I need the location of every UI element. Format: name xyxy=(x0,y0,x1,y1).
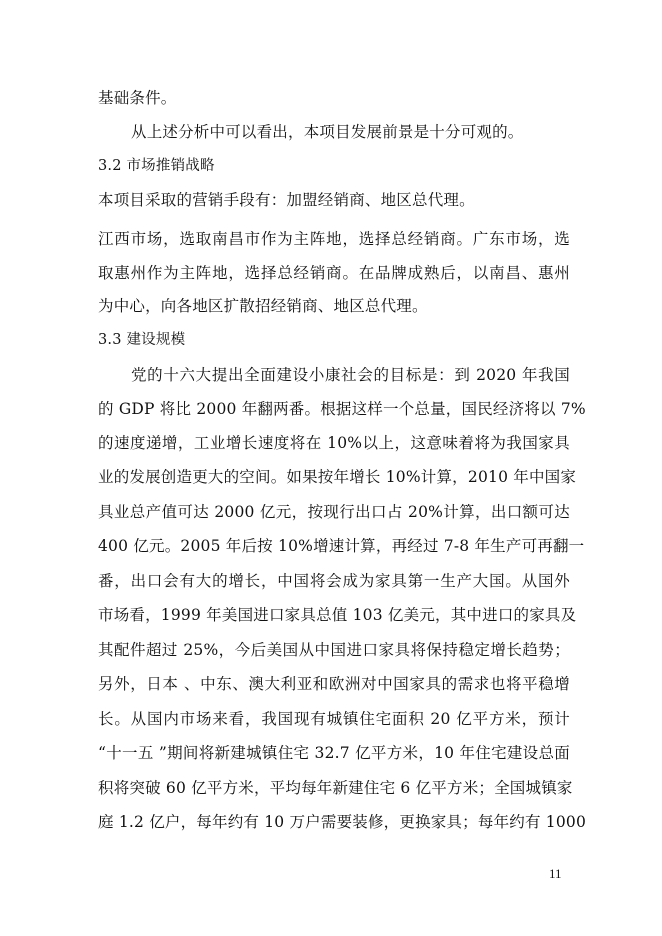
page-number: 11 xyxy=(549,866,562,881)
text-line: 为中心，向各地区扩散招经销商、地区总代理。 xyxy=(98,297,428,315)
text-line: “十一五 ”期间将新建城镇住宅 32.7 亿平方米，10 年住宅建设总面 xyxy=(98,744,570,762)
text-line: 的 GDP 将比 2000 年翻两番。根据这样一个总量，国民经济将以 7% xyxy=(98,400,586,418)
text-line: 庭 1.2 亿户，每年约有 10 万户需要装修，更换家具；每年约有 1000 xyxy=(98,813,587,831)
text-line: 番，出口会有大的增长，中国将会成为家具第一生产大国。从国外 xyxy=(98,572,570,590)
text-line: 积将突破 60 亿平方米，平均每年新建住宅 6 亿平方米；全国城镇家 xyxy=(98,779,573,797)
text-line: 另外，日本 、中东、澳大利亚和欧洲对中国家具的需求也将平稳增 xyxy=(98,675,570,693)
text-line: 的速度递增，工业增长速度将在 10%以上，这意味着将为我国家具 xyxy=(98,434,570,452)
text-line: 党的十六大提出全面建设小康社会的目标是：到 2020 年我国 xyxy=(131,366,570,384)
text-line: 其配件超过 25%，今后美国从中国进口家具将保持稳定增长趋势； xyxy=(98,641,570,659)
text-line: 从上述分析中可以看出，本项目发展前景是十分可观的。 xyxy=(131,123,524,141)
text-line: 基础条件。 xyxy=(98,89,177,107)
section-heading: 3.3 建设规模 xyxy=(98,332,186,348)
section-heading: 3.2 市场推销战略 xyxy=(98,158,215,174)
text-line: 具业总产值可达 2000 亿元，按现行出口占 20%计算，出口额可达 xyxy=(98,503,570,521)
text-line: 长。从国内市场来看，我国现有城镇住宅面积 20 亿平方米，预计 xyxy=(98,710,570,728)
text-line: 取惠州作为主阵地，选择总经销商。在品牌成熟后，以南昌、惠州 xyxy=(98,264,570,282)
text-line: 江西市场，选取南昌市作为主阵地，选择总经销商。广东市场，选 xyxy=(98,230,570,248)
text-line: 市场看，1999 年美国进口家具总值 103 亿美元，其中进口的家具及 xyxy=(98,606,577,624)
text-line: 业的发展创造更大的空间。如果按年增长 10%计算，2010 年中国家 xyxy=(98,468,577,486)
text-line: 400 亿元。2005 年后按 10%增速计算，再经过 7-8 年生产可再翻一 xyxy=(98,537,585,555)
text-line: 本项目采取的营销手段有：加盟经销商、地区总代理。 xyxy=(98,191,475,209)
